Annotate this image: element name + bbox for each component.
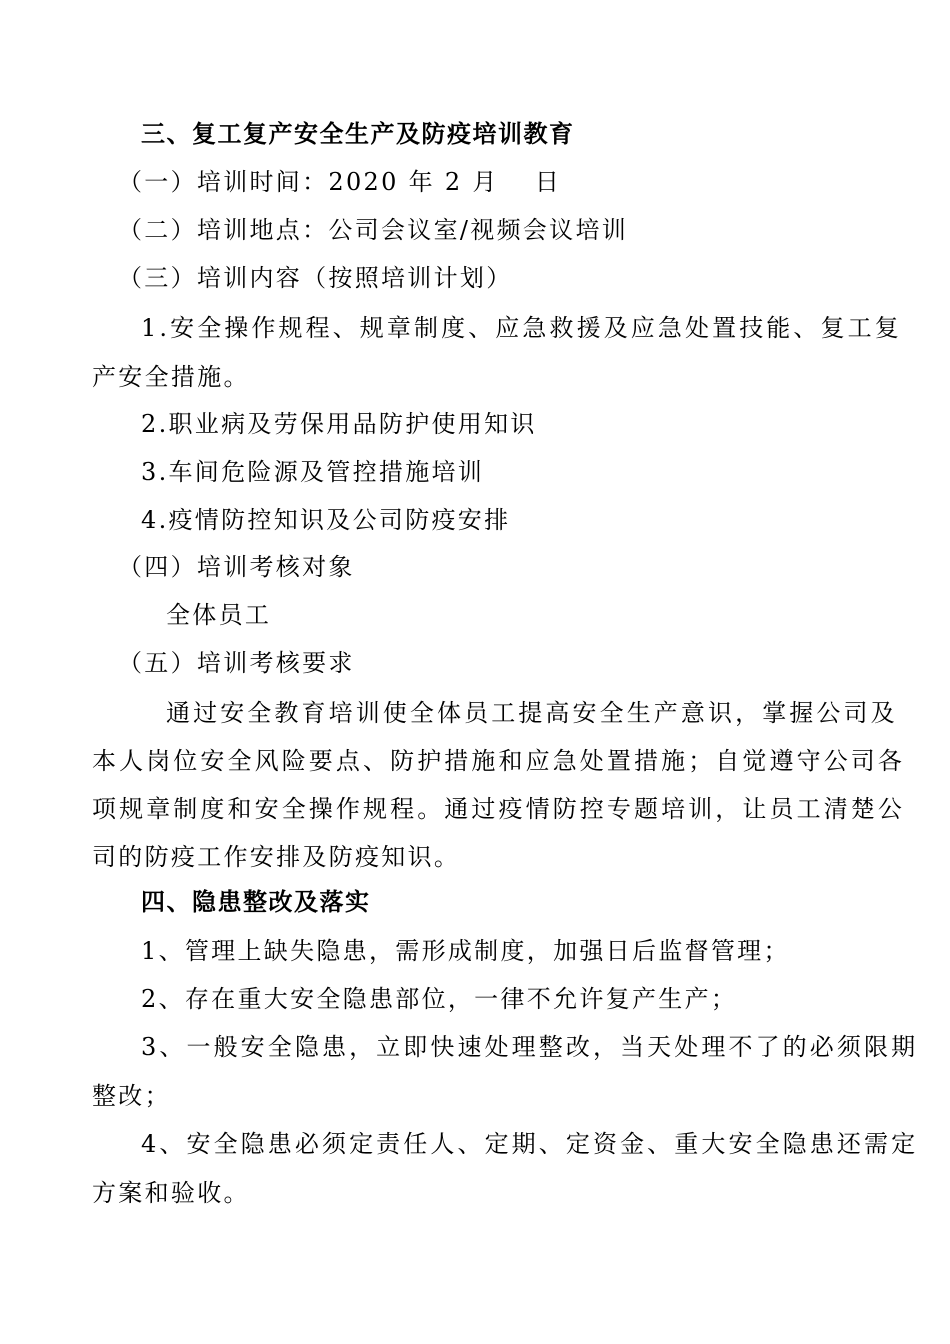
requirements-line-2: 本人岗位安全风险要点、防护措施和应急处置措施；自觉遵守公司各 (92, 747, 905, 775)
requirements-line-3: 项规章制度和安全操作规程。通过疫情防控专题培训，让员工清楚公 (92, 795, 905, 823)
training-item-3: 3.车间危险源及管控措施培训 (141, 458, 485, 486)
section-3-title: 三、复工复产安全生产及防疫培训教育 (141, 120, 575, 148)
training-objects-heading: （四）培训考核对象 (118, 553, 355, 581)
training-item-1-line-2: 产安全措施。 (92, 363, 250, 391)
requirements-line-4: 司的防疫工作安排及防疫知识。 (92, 843, 461, 871)
hazard-item-2: 2、存在重大安全隐患部位，一律不允许复产生产； (141, 985, 738, 1013)
training-item-4: 4.疫情防控知识及公司防疫安排 (141, 506, 511, 534)
training-requirements-heading: （五）培训考核要求 (118, 649, 355, 677)
training-place: （二）培训地点：公司会议室/视频会议培训 (118, 216, 629, 244)
hazard-item-1: 1、管理上缺失隐患，需形成制度，加强日后监督管理； (141, 937, 790, 965)
training-item-2: 2.职业病及劳保用品防护使用知识 (141, 410, 537, 438)
training-objects: 全体员工 (166, 601, 272, 629)
hazard-item-3-line-1: 3、一般安全隐患，立即快速处理整改，当天处理不了的必须限期 (141, 1033, 919, 1061)
training-content-heading: （三）培训内容（按照培训计划） (118, 264, 513, 292)
requirements-line-1: 通过安全教育培训使全体员工提高安全生产意识，掌握公司及 (166, 699, 898, 727)
training-item-1-line-1: 1.安全操作规程、规章制度、应急救援及应急处置技能、复工复 (141, 314, 902, 342)
hazard-item-3-line-2: 整改； (92, 1082, 171, 1110)
training-time: （一）培训时间：2020 年 2 月 日 (118, 168, 562, 196)
hazard-item-4-line-1: 4、安全隐患必须定责任人、定期、定资金、重大安全隐患还需定 (141, 1130, 919, 1158)
section-4-title: 四、隐患整改及落实 (141, 888, 371, 916)
hazard-item-4-line-2: 方案和验收。 (92, 1179, 250, 1207)
